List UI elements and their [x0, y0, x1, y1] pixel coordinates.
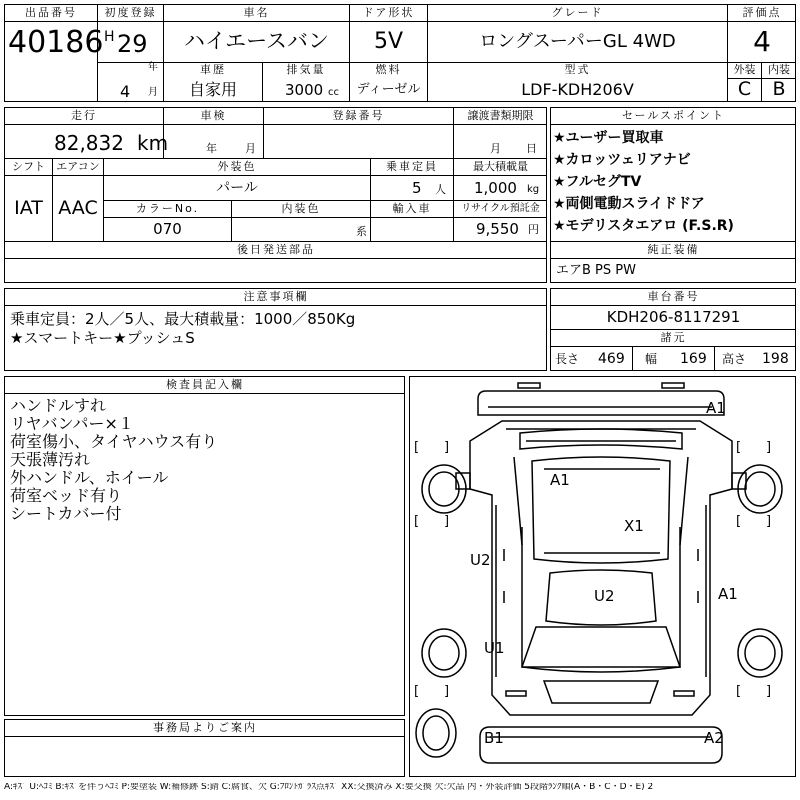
capacity-label: 乗車定員 — [386, 160, 438, 173]
max-load: 1,000 — [474, 179, 517, 197]
inspector-line: 天張薄汚れ — [10, 450, 91, 469]
sales-point-item: ★カロッツェリアナビ — [553, 152, 691, 168]
transfer-day-unit: 日 — [526, 142, 537, 155]
damage-mark: X1 — [624, 517, 644, 535]
mileage-label: 走行 — [71, 109, 97, 122]
legend: A:ｷｽﾞ U:ﾍｺﾐ B:ｷｽﾞを伴うﾍｺﾐ P:要塗装 W:補修跡 S:錆 C:腐食、欠 G:ﾌﾛﾝﾄｶﾞﾗｽ点ｷｽﾞ XX:交換済み X:要交換 欠:欠品 内・外装評価 5段階ﾗﾝｸ順(A・B・C・D・E) 2 — [4, 783, 654, 792]
registration-month: 4 — [120, 82, 131, 101]
interior-grade-label: 内装 — [768, 63, 790, 76]
damage-mark: A1 — [706, 399, 726, 417]
transfer-deadline-label: 譲渡書類期限 — [467, 109, 534, 122]
recycle-deposit: 9,550 — [476, 220, 519, 238]
svg-text:]: ] — [766, 684, 772, 699]
model-code: LDF-KDH206V — [521, 80, 634, 99]
mileage-unit: km — [137, 131, 169, 155]
exterior-color-label: 外装色 — [217, 160, 257, 173]
inspector-line: 荷室傷小、タイヤハウス有り — [10, 432, 218, 451]
inspector-label: 検査員記入欄 — [166, 378, 244, 391]
svg-text:]: ] — [444, 440, 450, 455]
fuel: ディーゼル — [356, 82, 421, 97]
color-number-label: カラーNo. — [135, 202, 200, 215]
equipment: エアB PS PW — [556, 263, 636, 278]
inspection-label: 車検 — [200, 109, 227, 122]
registration-era: H — [104, 29, 115, 45]
capacity: 5 — [412, 179, 422, 197]
chassis-number: KDH206-8117291 — [606, 308, 741, 326]
model-code-label: 型式 — [564, 63, 591, 76]
lot-number-label: 出品番号 — [25, 6, 77, 19]
inspector-line: ハンドルすれ — [10, 396, 107, 415]
transfer-month-unit: 月 — [490, 142, 501, 155]
length: 469 — [598, 351, 625, 367]
specs-label: 諸元 — [660, 331, 687, 344]
shift: IAT — [14, 197, 43, 219]
vehicle-diagram — [409, 376, 796, 777]
exterior-grade: C — [737, 78, 752, 100]
model-label: 車名 — [243, 6, 270, 19]
equipment-label: 純正装備 — [647, 243, 700, 256]
svg-text:[: [ — [736, 440, 742, 455]
score-label: 評価点 — [742, 6, 782, 19]
ac: AAC — [58, 197, 98, 219]
chassis-number-label: 車台番号 — [647, 290, 700, 303]
svg-text:[: [ — [736, 514, 742, 529]
svg-text:[: [ — [414, 684, 420, 699]
damage-mark: A2 — [704, 729, 724, 747]
inspection-year-unit: 年 — [206, 142, 217, 155]
mileage: 82,832 — [54, 131, 124, 155]
shift-label: シフト — [12, 160, 45, 173]
recycle-unit: 円 — [528, 223, 539, 236]
ac-label: エアコン — [56, 160, 100, 173]
interior-grade: B — [772, 78, 786, 100]
inspector-line: リヤバンパー×１ — [10, 414, 134, 433]
history: 自家用 — [188, 80, 237, 99]
interior-color-unit: 系 — [356, 225, 367, 238]
damage-mark: A1 — [718, 585, 738, 603]
svg-text:[: [ — [736, 684, 742, 699]
width-label: 幅 — [645, 352, 658, 366]
model-name: ハイエースバン — [183, 29, 330, 53]
sales-points-label: セールスポイント — [621, 109, 725, 122]
svg-text:]: ] — [444, 684, 450, 699]
inspector-line: シートカバー付 — [10, 504, 122, 523]
max-load-label: 最大積載量 — [473, 160, 528, 173]
notes-label: 注意事項欄 — [243, 290, 309, 303]
damage-mark: B1 — [484, 729, 504, 747]
svg-text:]: ] — [766, 514, 772, 529]
svg-text:[: [ — [414, 514, 420, 529]
damage-mark: U2 — [470, 551, 491, 569]
damage-mark: U1 — [484, 639, 505, 657]
inspector-line: 外ハンドル、ホイール — [10, 468, 169, 487]
notes-line: ★スマートキー★プッシュS — [10, 329, 195, 347]
interior-color-label: 内装色 — [281, 202, 321, 215]
displacement-label: 排気量 — [286, 63, 326, 76]
door-label: ドア形状 — [362, 6, 415, 19]
office-label: 事務局よりご案内 — [153, 721, 257, 734]
first-registration-label: 初度登録 — [104, 6, 157, 19]
grade-label: グレード — [551, 6, 604, 19]
notes-line: 乗車定員：2人／5人、最大積載量：1000／850Kg — [10, 310, 356, 328]
later-parts-label: 後日発送部品 — [237, 243, 315, 256]
height: 198 — [762, 351, 789, 367]
sales-point-item: ★両側電動スライドドア — [553, 196, 705, 212]
history-label: 車歴 — [200, 63, 226, 76]
door-type: 5V — [373, 29, 404, 54]
fuel-label: 燃料 — [375, 63, 402, 76]
damage-mark: U2 — [594, 587, 615, 605]
height-label: 高さ — [722, 352, 747, 366]
displacement: 3000 — [285, 81, 324, 99]
max-load-unit: kg — [527, 184, 540, 195]
import-label: 輸入車 — [392, 202, 432, 215]
svg-text:]: ] — [444, 514, 450, 529]
length-label: 長さ — [555, 352, 580, 366]
sales-point-item: ★フルセグTV — [553, 174, 642, 190]
sales-point-item: ★ユーザー買取車 — [553, 130, 664, 146]
month-unit: 月 — [148, 87, 158, 98]
lot-number: 40186 — [8, 25, 104, 60]
score: 4 — [753, 25, 771, 58]
inspector-line: 荷室ベッド有り — [10, 486, 123, 505]
recycle-deposit-label: リサイクル預託金 — [461, 203, 540, 214]
registration-year: 29 — [117, 30, 148, 58]
damage-mark: A1 — [550, 471, 570, 489]
sales-point-item: ★モデリスタエアロ (F.S.R) — [553, 218, 734, 234]
exterior-color: パール — [216, 180, 258, 196]
color-number: 070 — [153, 220, 182, 238]
registration-number-label: 登録番号 — [332, 109, 385, 122]
exterior-grade-label: 外装 — [733, 63, 756, 76]
year-unit: 年 — [148, 62, 158, 73]
svg-text:[: [ — [414, 440, 420, 455]
inspection-month-unit: 月 — [245, 142, 256, 155]
displacement-unit: cc — [328, 87, 339, 98]
vehicle-outline — [410, 377, 794, 775]
grade: ロングスーパーGL 4WD — [479, 31, 676, 52]
svg-text:]: ] — [766, 440, 772, 455]
width: 169 — [680, 351, 707, 367]
capacity-unit: 人 — [435, 183, 446, 196]
